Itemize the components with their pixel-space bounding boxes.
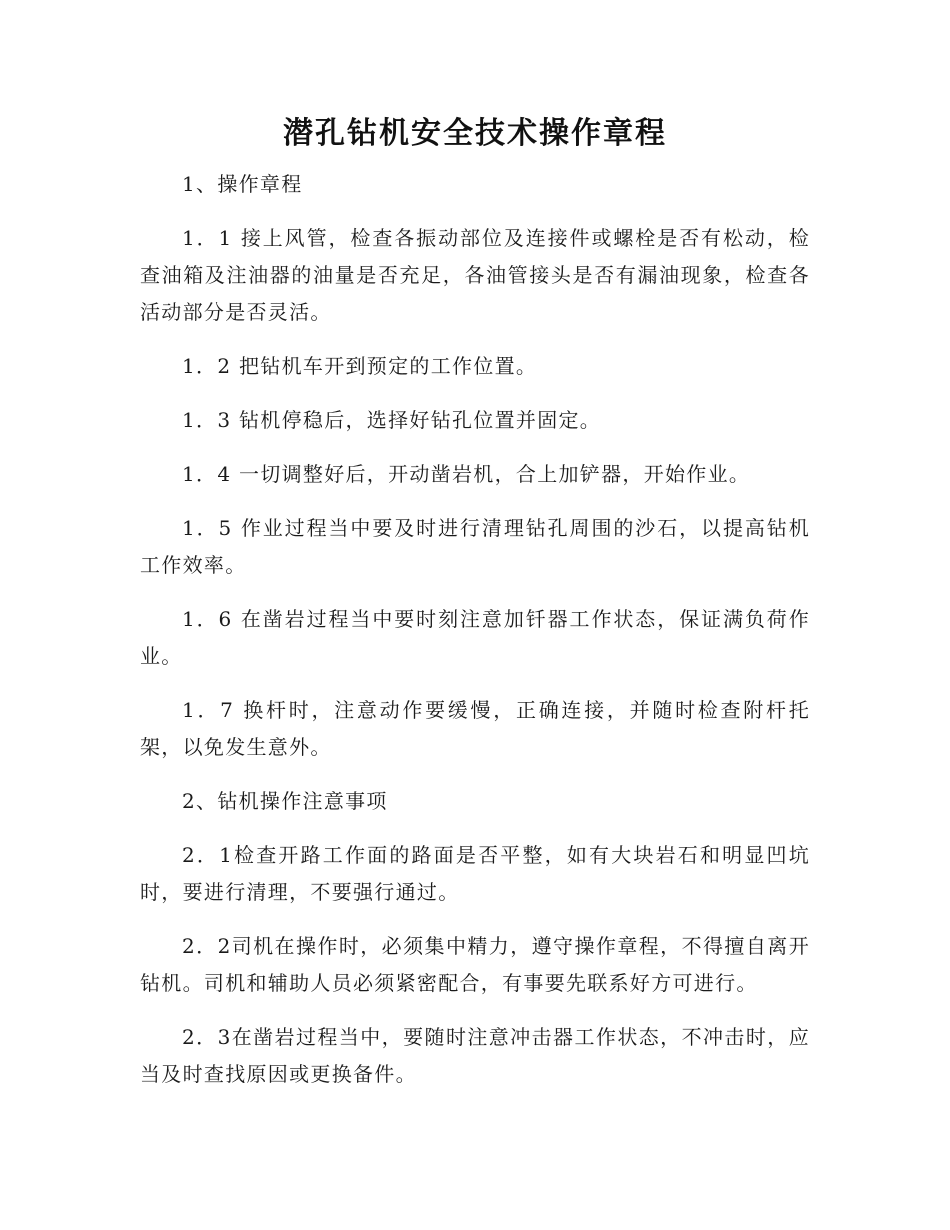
- paragraph-1-3: 1．3 钻机停稳后，选择好钻孔位置并固定。: [182, 408, 602, 432]
- paragraph-1-1: 1．1 接上风管，检查各振动部位及连接件或螺栓是否有松动，检查油箱及注油器的油量是否充足，各油管接头是否有漏油现象，检查各活动部分是否灵活。: [140, 226, 810, 324]
- document-title: 潜孔钻机安全技术操作章程: [283, 116, 667, 151]
- paragraph-1-2: 1．2 把钻机车开到预定的工作位置。: [182, 354, 538, 378]
- section-heading-precautions: 2、钻机操作注意事项: [182, 789, 388, 813]
- paragraph-1-4: 1．4 一切调整好后，开动凿岩机，合上加铲器，开始作业。: [182, 462, 751, 486]
- paragraph-1-6: 1．6 在凿岩过程当中要时刻注意加钎器工作状态，保证满负荷作业。: [140, 607, 810, 668]
- section-heading-operation-rules: 1、操作章程: [182, 172, 303, 196]
- paragraph-1-7: 1．7 换杆时，注意动作要缓慢，正确连接，并随时检查附杆托架，以免发生意外。: [140, 698, 810, 759]
- document-body: [140, 166, 810, 1110]
- paragraph-2-2: 2．2司机在操作时，必须集中精力，遵守操作章程，不得擅自离开钻机。司机和辅助人员必须紧密配合，有事要先联系好方可进行。: [140, 934, 810, 995]
- paragraph-1-5: 1．5 作业过程当中要及时进行清理钻孔周围的沙石，以提高钻机工作效率。: [140, 516, 810, 577]
- paragraph-2-1: 2．1检查开路工作面的路面是否平整，如有大块岩石和明显凹坑时，要进行清理，不要强行通过。: [140, 843, 810, 904]
- paragraph-2-3: 2．3在凿岩过程当中，要随时注意冲击器工作状态，不冲击时，应当及时查找原因或更换备件。: [140, 1025, 810, 1086]
